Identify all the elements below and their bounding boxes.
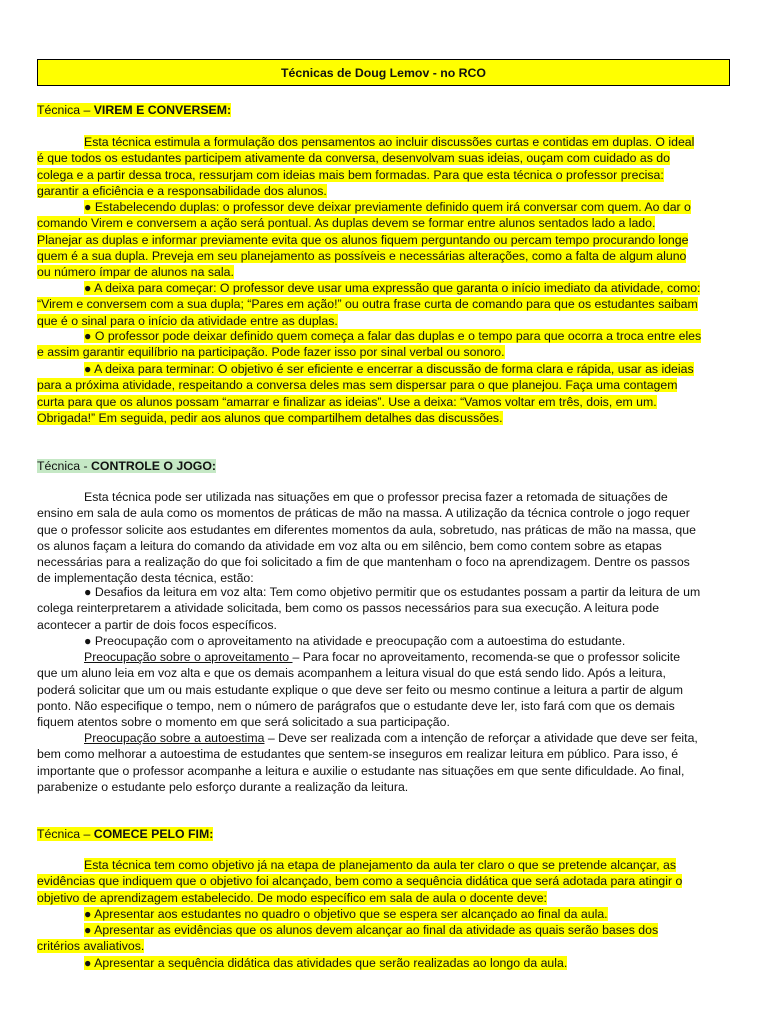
bullet-item (37, 280, 730, 329)
paragraph-text: – Para focar no aproveitamento, recomenda-se que o professor solicite que um aluno leia em voz alta e que os demais acompanhem a leitura visual do que está sendo lido. Após a leitura, poderá solicitar que um ou mais estudante explique o que deve ser feito ou mesmo continue a leitura a partir de algum ponto. Não especifique o tempo, nem o número de parágrafos que o estudante deve ler, isto fará com que os demais fiquem atentos sobre o momento em que será solicitado a sua participação. (37, 650, 683, 730)
heading-name: CONTROLE O JOGO: (91, 459, 217, 473)
heading-prefix: Técnica - (37, 459, 91, 473)
paragraph-text: – Deve ser realizada com a intenção de reforçar a atividade que deve ser feita, bem como melhorar a autoestima de estudantes que sentem-se inseguros em realizar leitura em público. Para isso, é importante que o professor acompanhe a leitura e auxilie o estudante nas situações em que sente dificuldade. Ao final, parabenize o estudante pelo esforço durante a realização da leitura. (37, 731, 698, 794)
bullet-item (37, 361, 730, 426)
bullet-text: ● Estabelecendo duplas: o professor deve deixar previamente definido quem irá conversar com quem. Ao dar o comando Virem e conversem a ação será pontual. As duplas devem se formar entre alunos sentados lado a lado. Planejar as duplas e informar previamente evita que os alunos fiquem perguntando ou percam tempo procurando longe quem é a sua dupla. Preveja em seu planejamento as possíveis e necessárias alterações, como a falta de algum aluno ou número ímpar de alunos na sala. (37, 200, 691, 280)
bullet-text: ● A deixa para terminar: O objetivo é ser eficiente e encerrar a discussão de forma clara e rápida, usar as ideias para a próxima atividade, respeitando a conversa deles mas sem dispersar para o que planejou. Faça uma contagem curta para que os alunos possam “amarrar e finalizar as ideias”. Use a deixa: “Vamos voltar em três, dois, em um. Obrigada!” Em seguida, pedir aos alunos que compartilhem detalhes das discussões. (37, 362, 694, 425)
bullet-item (37, 906, 730, 922)
document-title: Técnicas de Doug Lemov - no RCO (281, 65, 486, 80)
heading-name: VIREM E CONVERSEM: (93, 103, 232, 117)
paragraph (37, 649, 730, 730)
paragraph (37, 134, 730, 199)
paragraph-text: Esta técnica estimula a formulação dos pensamentos ao incluir discussões curtas e contidas em duplas. O ideal é que todos os estudantes participem ativamente da conversa, desenvolvam suas ideias, ouçam com cuidado as do colega e a partir dessa troca, ressurjam com ideias mais bem formadas. Para que esta técnica o professor precisa: garantir a eficiência e a responsabilidade dos alunos. (37, 135, 695, 198)
paragraph-text: Esta técnica tem como objetivo já na etapa de planejamento da aula ter claro o que se pretende alcançar, as evidências que indiquem que o objetivo foi alcançado, bem como a sequência didática que será adotada para atingir o objetivo de aprendizagem estabelecido. De modo específico em sala de aula o docente deve: (37, 858, 683, 905)
bullet-text: ● Desafios da leitura em voz alta: Tem como objetivo permitir que os estudantes possam a partir da leitura de um colega reinterpretarem a atividade solicitada, bem como os passos necessários para sua execução. A leitura pode acontecer a partir de dois focos específicos. (37, 585, 701, 632)
paragraph-text: Esta técnica pode ser utilizada nas situações em que o professor precisa fazer a retomada de situações de ensino em sala de aula como os momentos de práticas de mão na massa. A utilização da técnica controle o jogo requer que o professor solicite aos estudantes em diferentes momentos da aula, sobretudo, nas práticas de mão na massa, que os alunos façam a leitura do comando da atividade em voz alta ou em silêncio, bem como contem sobre as etapas necessárias para a realização do que foi solicitado a fim de que mantenham o foco na aprendizagem. Dentre os passos de implementação desta técnica, estão: (37, 490, 696, 586)
paragraph (37, 857, 730, 906)
bullet-item (37, 584, 730, 633)
section-heading-comece-pelo-fim (37, 826, 213, 842)
bullet-text: ● Apresentar a sequência didática das atividades que serão realizadas ao longo da aula. (84, 956, 568, 970)
bullet-item (37, 633, 730, 649)
paragraph (37, 730, 730, 795)
section-heading-virem-e-conversem (37, 102, 231, 118)
heading-prefix: Técnica – (37, 103, 94, 117)
bullet-text: ● Apresentar as evidências que os alunos devem alcançar ao final da atividade as quais serão bases dos critérios avaliativos. (37, 923, 659, 954)
bullet-text: ● O professor pode deixar definido quem começa a falar das duplas e o tempo para que ocorra a troca entre eles e assim garantir equilíbrio na participação. Pode fazer isso por sinal verbal ou sonoro. (37, 329, 702, 360)
document-title-box (37, 59, 730, 86)
bullet-item (37, 328, 730, 361)
bullet-text: ● A deixa para começar: O professor deve usar uma expressão que garanta o início imediato da atividade, como: “Virem e conversem com a sua dupla; “Pares em ação!” ou outra frase curta de comando para que os estudantes saibam que é o sinal para o início da atividade entre as duplas. (37, 281, 701, 328)
underlined-label: Preocupação sobre a autoestima (84, 731, 265, 745)
bullet-item (37, 922, 730, 955)
heading-prefix: Técnica – (37, 827, 94, 841)
bullet-text: ● Preocupação com o aproveitamento na atividade e preocupação com a autoestima do estudante. (84, 634, 626, 648)
section-heading-controle-o-jogo (37, 458, 216, 474)
bullet-text: ● Apresentar aos estudantes no quadro o objetivo que se espera ser alcançado ao final da aula. (84, 907, 608, 921)
paragraph (37, 489, 730, 587)
heading-name: COMECE PELO FIM: (93, 827, 214, 841)
underlined-label: Preocupação sobre o aproveitamento (84, 650, 293, 664)
bullet-item (37, 199, 730, 280)
bullet-item (37, 955, 730, 971)
